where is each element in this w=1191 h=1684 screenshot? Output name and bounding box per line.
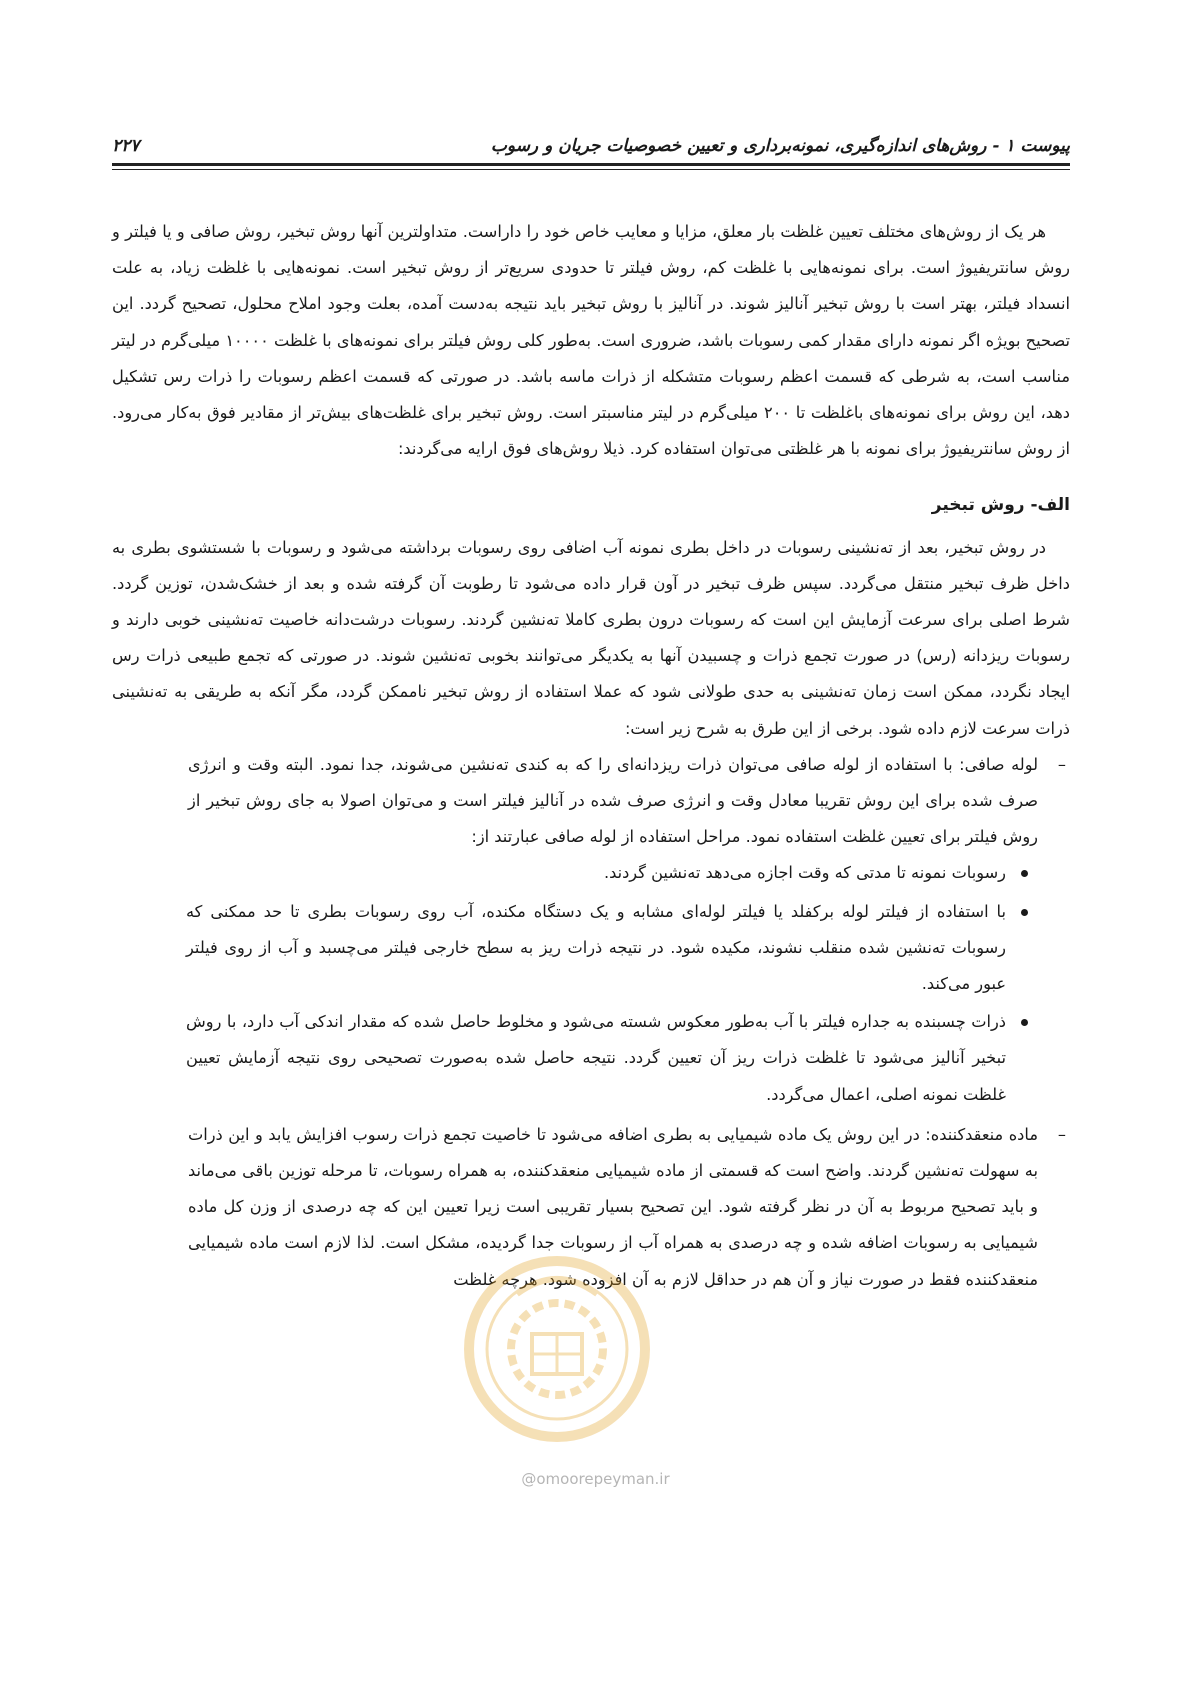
body-text [112, 214, 1070, 1298]
step-item: با استفاده از فیلتر لوله برکفلد یا فیلتر لوله‌ای مشابه و یک دستگاه مکنده، آب روی رسوبات بطری تا حد ممکنی که رسوبات ته‌نشین شده منقلب نشوند، مکیده شود. در نتیجه ذرات ریز به سطح خارجی فیلتر می‌چسبد و آب از روی فیلتر عبور می‌کند. [186, 894, 1038, 1003]
step-list [188, 855, 1070, 1112]
step-item: رسوبات نمونه تا مدتی که وقت اجازه می‌دهد ته‌نشین گردند. [186, 855, 1038, 891]
header-rule-thin [112, 169, 1070, 170]
section-heading: الف- روش تبخیر [931, 495, 1070, 516]
watermark-site-text: @omoorepeyman.ir [521, 1470, 670, 1488]
document-page [112, 0, 1070, 1684]
intro-paragraph: هر یک از روش‌های مختلف تعیین غلظت بار معلق، مزایا و معایب خاص خود را داراست. متداولترین آنها روش تبخیر، روش صافی و یا فیلتر و روش سانتریفیوژ است. برای نمونه‌هایی با غلظت کم، روش فیلتر تا حدودی سریع‌تر از روش تبخیر است. نمونه‌هایی با غلظت زیاد، به علت انسداد فیلتر، بهتر است با روش تبخیر آنالیز شوند. در آنالیز با روش تبخیر باید نتیجه به‌دست آمده، بعلت وجود املاح محلول، تصحیح گردد. این تصحیح بویژه اگر نمونه دارای مقدار کمی رسوبات باشد، ضروری است. به‌طور کلی روش فیلتر برای نمونه‌های با غلظت ۱۰۰۰۰ میلی‌گرم در لیتر مناسب است، به شرطی که قسمت اعظم رسوبات متشکله از ذرات ماسه باشد. در صورتی که قسمت اعظم رسوبات را ذرات رس تشکیل دهد، این روش برای نمونه‌های باغلظت تا ۲۰۰ میلی‌گرم در لیتر مناسبتر است. روش تبخیر برای غلظت‌های بیش‌تر از مقادیر فوق به‌کار می‌رود. از روش سانتریفیوژ برای نمونه با هر غلظتی می‌توان استفاده کرد. ذیلا روش‌های فوق ارایه می‌گردند: [112, 222, 1070, 459]
method-text: لوله صافی: با استفاده از لوله صافی می‌توان ذرات ریزدانه‌ای را که به کندی ته‌نشین می‌شوند، جدا نمود. البته وقت و انرژی صرف شده برای این روش تقریبا معادل وقت و انرژی صرف شده در آنالیز فیلتر است و می‌توان اصولا به جای روش تبخیر از روش فیلتر برای تعیین غلظت استفاده نمود. مراحل استفاده از لوله صافی عبارتند از: [188, 754, 1038, 847]
header-rule-thick [112, 163, 1070, 166]
running-header [112, 128, 1070, 164]
method-item-coagulant [188, 1117, 1070, 1298]
page-number: ۲۲۷ [112, 136, 140, 156]
method-list [112, 747, 1070, 1298]
step-item: ذرات چسبنده به جداره فیلتر با آب به‌طور معکوس شسته می‌شود و مخلوط حاصل شده که مقدار اندکی آب دارد، با روش تبخیر آنالیز می‌شود تا غلظت ذرات ریز آن تعیین گردد. نتیجه حاصل شده به‌صورت تصحیحی روی نتیجه آزمایش تعیین غلظت نمونه اصلی، اعمال می‌گردد. [186, 1004, 1038, 1113]
section-paragraph: در روش تبخیر، بعد از ته‌نشینی رسوبات در داخل بطری نمونه آب اضافی روی رسوبات برداشته می‌شود و رسوبات با شستشوی بطری به داخل ظرف تبخیر منتقل می‌گردد. سپس ظرف تبخیر در آون قرار داده می‌شود تا رطوبت آن گرفته شده و بعد از خشک‌شدن، توزین گردد. شرط اصلی برای سرعت آزمایش این است که رسوبات درون بطری کاملا ته‌نشین گردند. رسوبات درشت‌دانه خاصیت ته‌نشینی خوبی دارند و رسوبات ریزدانه (رس) در صورت تجمع ذرات و چسبیدن آنها به یکدیگر می‌توانند بخوبی ته‌نشین شوند. در صورتی که تجمع طبیعی ذرات رس ایجاد نگردد، ممکن است زمان ته‌نشینی به حدی طولانی شود که عملا استفاده از روش تبخیر ناممکن گردد، مگر آنکه به طریقی به ته‌نشینی ذرات سرعت لازم داده شود. برخی از این طرق به شرح زیر است: [112, 537, 1070, 738]
running-title: پیوست ۱ - روش‌های اندازه‌گیری، نمونه‌برداری و تعیین خصوصیات جریان و رسوب [490, 136, 1070, 156]
method-text: ماده منعقدکننده: در این روش یک ماده شیمیایی به بطری اضافه می‌شود تا خاصیت تجمع ذرات رسوب افزایش یابد و این ذرات به سهولت ته‌نشین گردند. واضح است که قسمتی از ماده شیمیایی منعقدکننده، به همراه رسوبات، تا مرحله توزین باقی می‌ماند و باید تصحیح مربوط به آن در نظر گرفته شود. این تصحیح بسیار تقریبی است زیرا تعیین این که چه درصدی از وزن کل ماده شیمیایی به رسوبات اضافه شده و چه درصدی به همراه آب از رسوبات جدا گردیده، مشکل است. لذا لازم است ماده شیمیایی منعقدکننده فقط در صورت نیاز و آن هم در حداقل لازم به آن افزوده شود. هرچه غلظت [188, 1124, 1038, 1289]
method-item-filter-tube [188, 747, 1070, 1113]
